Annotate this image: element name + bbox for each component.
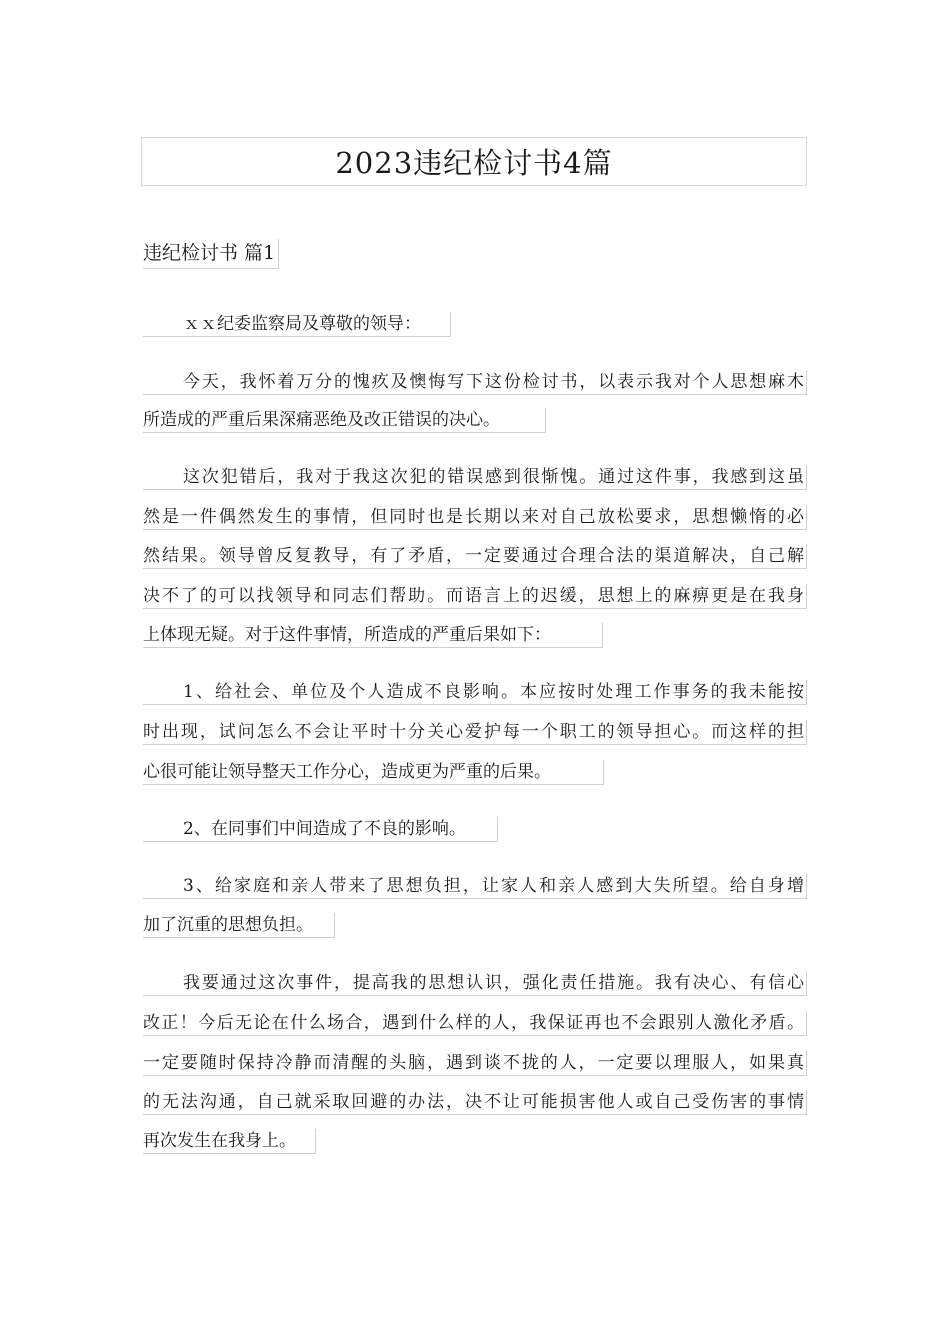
text-line: 一定要随时保持冷静而清醒的头脑，遇到谈不拢的人，一定要以理服人，如果真 bbox=[143, 1051, 807, 1076]
document-title: 2023违纪检讨书4篇 bbox=[141, 137, 807, 186]
text-line: 3、给家庭和亲人带来了思想负担，让家人和亲人感到大失所望。给自身增 bbox=[143, 874, 807, 899]
text-line: ｘｘ纪委监察局及尊敬的领导： bbox=[143, 312, 451, 337]
text-line: 2、在同事们中间造成了不良的影响。 bbox=[143, 817, 498, 842]
text-line: 改正！今后无论在什么场合，遇到什么样的人，我保证再也不会跟别人激化矛盾。 bbox=[143, 1011, 807, 1036]
text-line: 加了沉重的思想负担。 bbox=[143, 913, 335, 938]
text-line: 这次犯错后，我对于我这次犯的错误感到很惭愧。通过这件事，我感到这虽 bbox=[143, 465, 807, 490]
text-line: 时出现，试问怎么不会让平时十分关心爱护每一个职工的领导担心。而这样的担 bbox=[143, 720, 807, 745]
text-line: 再次发生在我身上。 bbox=[143, 1129, 316, 1154]
text-line: 然是一件偶然发生的事情，但同时也是长期以来对自己放松要求，思想懒惰的必 bbox=[143, 505, 807, 530]
text-line: 1、给社会、单位及个人造成不良影响。本应按时处理工作事务的我未能按 bbox=[143, 680, 807, 705]
text-line: 决不了的可以找领导和同志们帮助。而语言上的迟缓，思想上的麻痹更是在我身 bbox=[143, 584, 807, 609]
text-line: 今天，我怀着万分的愧疚及懊悔写下这份检讨书，以表示我对个人思想麻木 bbox=[143, 370, 807, 395]
text-line: 所造成的严重后果深痛恶绝及改正错误的决心。 bbox=[143, 408, 546, 433]
text-line: 心很可能让领导整天工作分心，造成更为严重的后果。 bbox=[143, 760, 604, 785]
text-line: 然结果。领导曾反复教导，有了矛盾，一定要通过合理合法的渠道解决，自己解 bbox=[143, 544, 807, 569]
text-line: 上体现无疑。对于这件事情，所造成的严重后果如下： bbox=[143, 623, 603, 648]
text-line: 的无法沟通，自己就采取回避的办法，决不让可能损害他人或自己受伤害的事情 bbox=[143, 1090, 807, 1115]
section-heading: 违纪检讨书 篇1 bbox=[143, 239, 279, 269]
text-line: 我要通过这次事件，提高我的思想认识，强化责任措施。我有决心、有信心 bbox=[143, 971, 807, 996]
